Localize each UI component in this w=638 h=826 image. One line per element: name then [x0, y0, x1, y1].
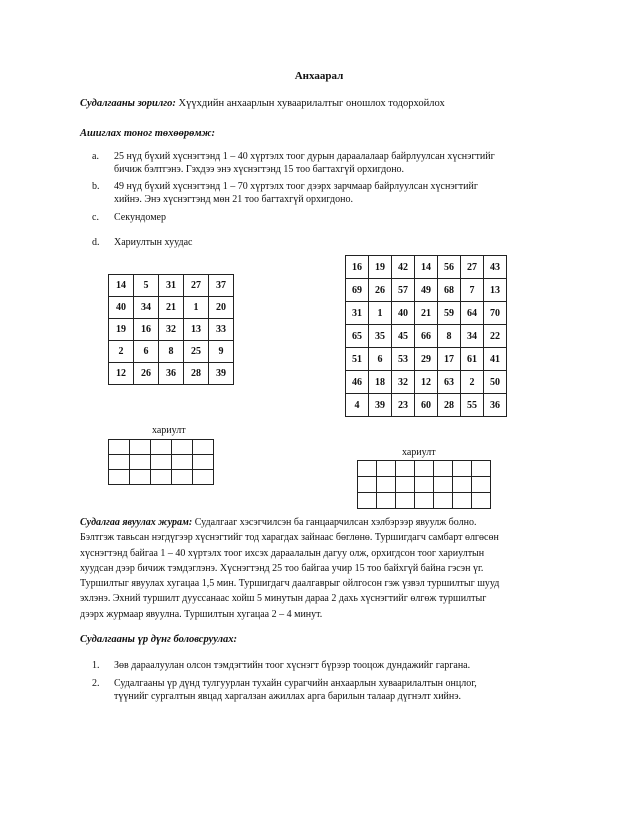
grid-cell: 17 — [438, 348, 461, 371]
grid-cell: 39 — [209, 363, 234, 385]
procedure-line: хүснэгтэнд байгаа 1 – 40 хүртэлх тоог ихсэх дараалалын дагуу олж, орхигдсон тоог хариултын — [80, 547, 485, 559]
answer-cell[interactable] — [109, 455, 130, 470]
answer-cell[interactable] — [453, 493, 472, 509]
grid-cell: 21 — [159, 297, 184, 319]
grid-cell: 2 — [461, 371, 484, 394]
grid-cell: 34 — [134, 297, 159, 319]
tools-item-c — [92, 212, 572, 226]
answer-cell[interactable] — [377, 461, 396, 477]
grid-cell: 18 — [369, 371, 392, 394]
grid-cell: 69 — [346, 279, 369, 302]
grid-cell: 2 — [109, 341, 134, 363]
answer-cell[interactable] — [396, 477, 415, 493]
grid-cell: 31 — [159, 275, 184, 297]
grid-cell: 19 — [109, 319, 134, 341]
list-item-line: Судалгааны үр дүнд тулгуурлан тухайн сурагчийн анхаарлын хуваарилалтын онцлог, — [114, 678, 477, 689]
answer-cell[interactable] — [358, 461, 377, 477]
grid-cell: 21 — [415, 302, 438, 325]
grid-cell: 16 — [134, 319, 159, 341]
grid-cell: 26 — [369, 279, 392, 302]
procedure-label: Судалгаа явуулах журам: — [80, 517, 193, 528]
grid-cell: 12 — [109, 363, 134, 385]
tools-item-a — [92, 151, 572, 177]
procedure-line: дээрх журмаар явуулна. Туршилтын хугацаа 2 – 4 минут. — [80, 608, 323, 620]
grid-row — [346, 371, 507, 394]
answer-cell[interactable] — [151, 455, 172, 470]
grid-cell: 68 — [438, 279, 461, 302]
list-marker: d. — [92, 237, 100, 248]
answer-caption-left: хариулт — [152, 425, 186, 436]
answer-row — [358, 493, 491, 509]
list-marker: b. — [92, 181, 100, 192]
grid-cell: 59 — [438, 302, 461, 325]
procedure-line: эхлэнэ. Эхний туршилт дууссанаас хойш 5 минутын дараа 2 дахь хүснэгтийг өлгөж туршилтыг — [80, 593, 487, 605]
answer-cell[interactable] — [193, 470, 214, 485]
grid-cell: 22 — [484, 325, 507, 348]
grid-row — [109, 297, 234, 319]
results-item-2 — [92, 678, 572, 704]
list-item-line: хийнэ. Энэ хүснэгтэнд мөн 21 тоо багтахгүй орхигдоно. — [114, 193, 353, 205]
grid-cell: 36 — [159, 363, 184, 385]
grid-cell: 5 — [134, 275, 159, 297]
answer-cell[interactable] — [130, 455, 151, 470]
number-grid-5x5 — [108, 274, 234, 385]
answer-row — [109, 455, 214, 470]
tools-label: Ашиглах тоног төхөөрөмж: — [80, 128, 216, 139]
grid-cell: 6 — [369, 348, 392, 371]
grid-cell: 12 — [415, 371, 438, 394]
answer-cell[interactable] — [172, 440, 193, 455]
grid-cell: 28 — [438, 394, 461, 417]
answer-cell[interactable] — [453, 461, 472, 477]
procedure-line: Судалгааг хэсэгчилсэн ба ганцаарчилсан хэлбэрээр явуулж болно. — [192, 517, 477, 528]
grid-cell: 66 — [415, 325, 438, 348]
answer-cell[interactable] — [193, 440, 214, 455]
list-item-line: Зөв дараалуулан олсон тэмдэгтийн тоог хүснэгт бүрээр тооцож дундажийг гаргана. — [114, 660, 471, 671]
answer-grid-right — [357, 460, 491, 509]
answer-cell[interactable] — [453, 477, 472, 493]
grid-cell: 23 — [392, 394, 415, 417]
grid-cell: 16 — [346, 256, 369, 279]
list-item-line: Хариултын хуудас — [114, 237, 193, 248]
goal-line — [80, 98, 445, 109]
grid-row — [109, 363, 234, 385]
grid-cell: 43 — [484, 256, 507, 279]
grid-cell: 42 — [392, 256, 415, 279]
grid-row — [346, 279, 507, 302]
results-item-1 — [92, 660, 572, 674]
answer-cell[interactable] — [358, 477, 377, 493]
procedure-paragraph — [80, 515, 570, 622]
grid-cell: 8 — [159, 341, 184, 363]
grid-row — [346, 325, 507, 348]
procedure-line: Бэлтгэж тавьсан нэгдүгээр хүснэгтийг тод харагдах зайнаас бөглөнө. Туршигдагч самбарт өлгөсөн — [80, 532, 499, 544]
answer-cell[interactable] — [109, 470, 130, 485]
grid-cell: 33 — [209, 319, 234, 341]
grid-row — [109, 275, 234, 297]
grid-cell: 25 — [184, 341, 209, 363]
grid-cell: 8 — [438, 325, 461, 348]
grid-cell: 1 — [184, 297, 209, 319]
answer-cell[interactable] — [415, 477, 434, 493]
goal-text: Хүүхдийн анхаарлын хуваарилалтыг оношлох тодорхойлох — [175, 98, 445, 109]
grid-cell: 50 — [484, 371, 507, 394]
tools-item-b — [92, 181, 572, 207]
grid-cell: 45 — [392, 325, 415, 348]
grid-cell: 32 — [159, 319, 184, 341]
answer-row — [358, 461, 491, 477]
grid-cell: 41 — [484, 348, 507, 371]
answer-cell[interactable] — [415, 461, 434, 477]
grid-cell: 27 — [184, 275, 209, 297]
tools-item-d — [92, 237, 572, 251]
grid-cell: 60 — [415, 394, 438, 417]
grid-cell: 9 — [209, 341, 234, 363]
grid-cell: 51 — [346, 348, 369, 371]
answer-cell[interactable] — [434, 493, 453, 509]
page-title: Анхаарал — [294, 70, 344, 82]
grid-row — [346, 256, 507, 279]
grid-cell: 56 — [438, 256, 461, 279]
number-grid-7x7 — [345, 255, 507, 417]
procedure-line: хуудсан дээр бичиж тэмдэглэнэ. Хүснэгтэнд 25 тоо байгаа учир 15 тоо байхгүй байна гэсэн үг. — [80, 562, 484, 574]
answer-cell[interactable] — [151, 440, 172, 455]
answer-grid-left — [108, 439, 214, 485]
list-item-line: Секундомер — [114, 212, 166, 223]
grid-cell: 65 — [346, 325, 369, 348]
grid-cell: 13 — [184, 319, 209, 341]
answer-cell[interactable] — [172, 470, 193, 485]
grid-cell: 57 — [392, 279, 415, 302]
list-marker: 1. — [92, 660, 100, 671]
answer-cell[interactable] — [415, 493, 434, 509]
grid-row — [109, 341, 234, 363]
grid-row — [346, 302, 507, 325]
grid-cell: 63 — [438, 371, 461, 394]
grid-cell: 40 — [109, 297, 134, 319]
grid-cell: 1 — [369, 302, 392, 325]
grid-row — [346, 348, 507, 371]
grid-cell: 36 — [484, 394, 507, 417]
grid-cell: 61 — [461, 348, 484, 371]
grid-cell: 14 — [415, 256, 438, 279]
answer-cell[interactable] — [434, 477, 453, 493]
grid-cell: 13 — [484, 279, 507, 302]
answer-cell[interactable] — [377, 493, 396, 509]
grid-cell: 31 — [346, 302, 369, 325]
list-marker: c. — [92, 212, 99, 223]
grid-cell: 70 — [484, 302, 507, 325]
grid-cell: 55 — [461, 394, 484, 417]
grid-cell: 20 — [209, 297, 234, 319]
grid-cell: 6 — [134, 341, 159, 363]
grid-cell: 49 — [415, 279, 438, 302]
answer-row — [358, 477, 491, 493]
grid-cell: 53 — [392, 348, 415, 371]
grid-cell: 19 — [369, 256, 392, 279]
grid-cell: 64 — [461, 302, 484, 325]
answer-cell[interactable] — [151, 470, 172, 485]
answer-cell[interactable] — [396, 461, 415, 477]
answer-cell[interactable] — [472, 493, 491, 509]
grid-row — [109, 319, 234, 341]
list-item-line: бичиж бэлтгэнэ. Гэхдээ энэ хүснэгтэнд 15 тоо багтахгүй орхигдоно. — [114, 163, 405, 175]
grid-cell: 35 — [369, 325, 392, 348]
answer-cell[interactable] — [434, 461, 453, 477]
answer-caption-right: хариулт — [402, 447, 436, 458]
grid-cell: 39 — [369, 394, 392, 417]
list-item-line: 49 нүд бүхий хүснэгтэнд 1 – 70 хүртэлх тоог дээрх зарчмаар байрлуулсан хүснэгтийг — [114, 181, 478, 192]
grid-cell: 7 — [461, 279, 484, 302]
answer-cell[interactable] — [472, 477, 491, 493]
answer-cell[interactable] — [172, 455, 193, 470]
goal-label: Судалгааны зорилго: — [80, 98, 176, 109]
grid-cell: 4 — [346, 394, 369, 417]
answer-cell[interactable] — [377, 477, 396, 493]
grid-cell: 27 — [461, 256, 484, 279]
answer-cell[interactable] — [358, 493, 377, 509]
grid-cell: 40 — [392, 302, 415, 325]
grid-cell: 46 — [346, 371, 369, 394]
procedure-line: Туршилтыг явуулах хугацаа 1,5 мин. Туршигдагч даалгаврыг ойлгосон гэж үзвэл туршилтыг шууд — [80, 578, 500, 590]
answer-cell[interactable] — [193, 455, 214, 470]
grid-cell: 14 — [109, 275, 134, 297]
answer-cell[interactable] — [472, 461, 491, 477]
answer-cell[interactable] — [109, 440, 130, 455]
list-item-line: 25 нүд бүхий хүснэгтэнд 1 – 40 хүртэлх тоог дурын дараалалаар байрлуулсан хүснэгтийг — [114, 151, 495, 162]
list-marker: a. — [92, 151, 99, 162]
list-item-line: түүнийг сургалтын явцад харгалзан ажиллах арга барилын талаар дүгнэлт хийнэ. — [114, 690, 462, 702]
answer-row — [109, 440, 214, 455]
answer-cell[interactable] — [396, 493, 415, 509]
results-label: Судалгааны үр дүнг боловсруулах: — [80, 634, 237, 645]
answer-row — [109, 470, 214, 485]
grid-cell: 28 — [184, 363, 209, 385]
grid-cell: 26 — [134, 363, 159, 385]
answer-cell[interactable] — [130, 470, 151, 485]
grid-cell: 32 — [392, 371, 415, 394]
grid-cell: 34 — [461, 325, 484, 348]
answer-cell[interactable] — [130, 440, 151, 455]
list-marker: 2. — [92, 678, 100, 689]
grid-row — [346, 394, 507, 417]
grid-cell: 37 — [209, 275, 234, 297]
grid-cell: 29 — [415, 348, 438, 371]
